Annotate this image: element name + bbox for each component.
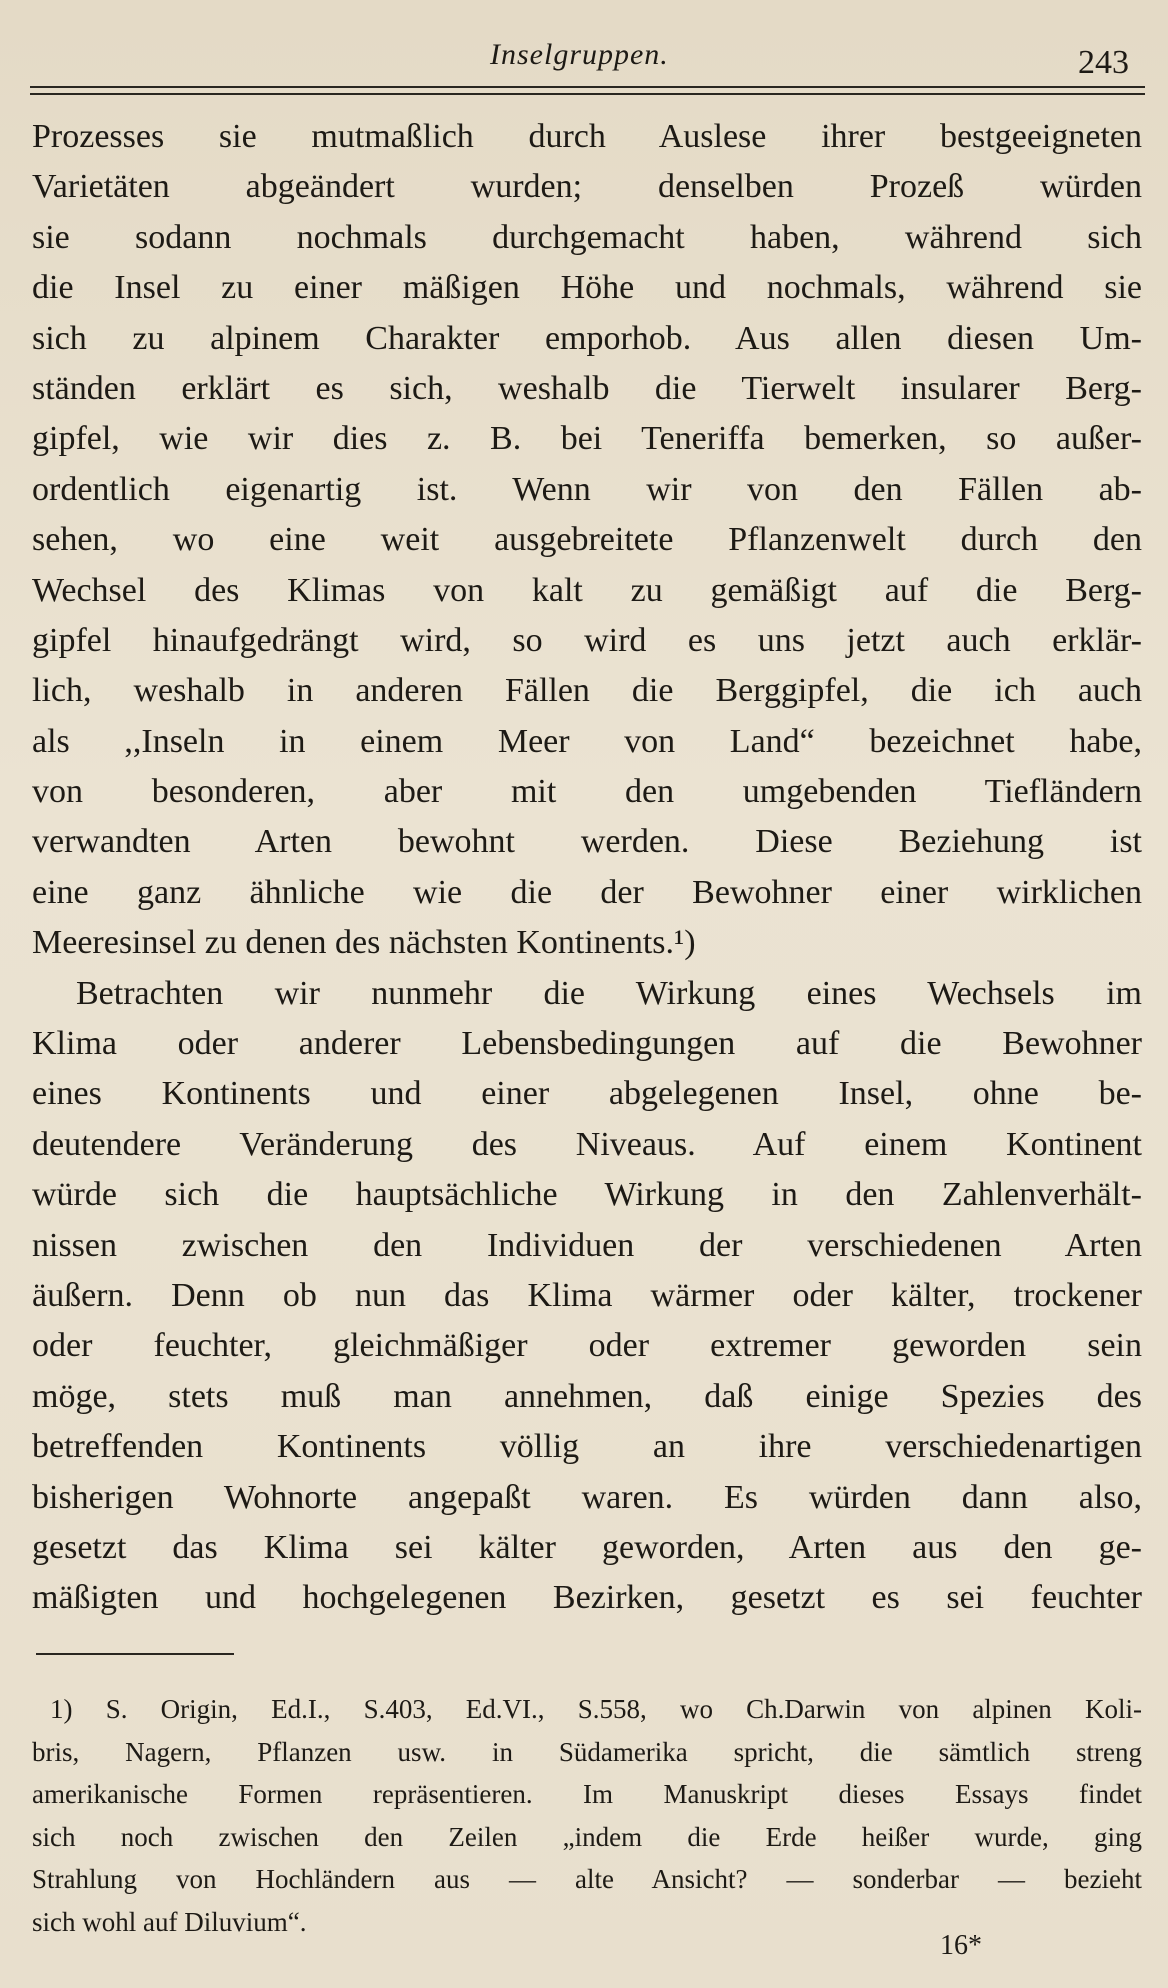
text-line: Prozesses sie mutmaßlich durch Auslese ihrer bestgeeigneten: [32, 118, 1142, 155]
text-line: nissen zwischen den Individuen der verschiedenen Arten: [32, 1226, 1142, 1264]
text-line: von besonderen, aber mit den umgebenden Tiefländern: [32, 773, 1142, 811]
text-line: Betrachten wir nunmehr die Wirkung eines Wechsels im: [76, 974, 1142, 1012]
text-line: äußern. Denn ob nun das Klima wärmer oder kälter, trockener: [32, 1276, 1142, 1314]
text-line: sie sodann nochmals durchgemacht haben, während sich: [32, 218, 1142, 256]
footnote-rule: [36, 1653, 234, 1655]
footnote-line: sich wohl auf Diluvium“.: [32, 1906, 307, 1937]
footnote-line: sich noch zwischen den Zeilen „indem die Erde heißer wurde, ging: [32, 1821, 1142, 1852]
text-line: oder feuchter, gleichmäßiger oder extremer geworden sein: [32, 1327, 1142, 1365]
text-line: gipfel hinaufgedrängt wird, so wird es uns jetzt auch erklär-: [32, 621, 1142, 659]
signature-mark: 16*: [940, 1930, 982, 1961]
text-line: Klima oder anderer Lebensbedingungen auf die Bewohner: [32, 1025, 1142, 1063]
text-line: gipfel, wie wir dies z. B. bei Teneriffa bemerken, so außer-: [32, 420, 1142, 458]
footnote-line: 1) S. Origin, Ed.I., S.403, Ed.VI., S.558, wo Ch.Darwin von alpinen Koli-: [50, 1694, 1142, 1724]
text-line: Varietäten abgeändert wurden; denselben Prozeß würden: [32, 168, 1142, 206]
header-double-rule: [30, 86, 1145, 95]
footnote: [32, 1688, 1142, 1944]
text-line: verwandten Arten bewohnt werden. Diese Beziehung ist: [32, 823, 1142, 861]
page-number: 243: [1078, 44, 1129, 81]
text-line: als ,,Inseln in einem Meer von Land“ bezeichnet habe,: [32, 722, 1142, 760]
text-line: mäßigten und hochgelegenen Bezirken, gesetzt es sei feuchter: [32, 1579, 1142, 1617]
text-line: ständen erklärt es sich, weshalb die Tierwelt insularer Berg-: [32, 369, 1142, 407]
footnote-line: bris, Nagern, Pflanzen usw. in Südamerika spricht, die sämtlich streng: [32, 1736, 1142, 1767]
text-line: gesetzt das Klima sei kälter geworden, Arten aus den ge-: [32, 1528, 1142, 1566]
text-line: die Insel zu einer mäßigen Höhe und nochmals, während sie: [32, 269, 1142, 307]
page-header: [0, 0, 1168, 120]
text-line: lich, weshalb in anderen Fällen die Berggipfel, die ich auch: [32, 672, 1142, 710]
footnote-line: amerikanische Formen repräsentieren. Im Manuskript dieses Essays findet: [32, 1779, 1142, 1810]
text-line: möge, stets muß man annehmen, daß einige Spezies des: [32, 1377, 1142, 1415]
text-line: eine ganz ähnliche wie die der Bewohner einer wirklichen: [32, 873, 1142, 911]
text-line: Wechsel des Klimas von kalt zu gemäßigt auf die Berg-: [32, 571, 1142, 609]
text-line: sich zu alpinem Charakter emporhob. Aus allen diesen Um-: [32, 319, 1142, 357]
text-line: betreffenden Kontinents völlig an ihre verschiedenartigen: [32, 1428, 1142, 1466]
text-line: bisherigen Wohnorte angepaßt waren. Es würden dann also,: [32, 1478, 1142, 1516]
text-line: würde sich die hauptsächliche Wirkung in den Zahlenverhält-: [32, 1176, 1142, 1214]
text-line: deutendere Veränderung des Niveaus. Auf einem Kontinent: [32, 1125, 1142, 1163]
footnote-line: Strahlung von Hochländern aus — alte Ansicht? — sonderbar — bezieht: [32, 1864, 1142, 1895]
running-title: Inselgruppen.: [490, 38, 669, 71]
text-line: ordentlich eigenartig ist. Wenn wir von den Fällen ab-: [32, 470, 1142, 508]
text-line: eines Kontinents und einer abgelegenen Insel, ohne be-: [32, 1075, 1142, 1113]
text-line: sehen, wo eine weit ausgebreitete Pflanzenwelt durch den: [32, 521, 1142, 559]
main-text: [32, 112, 1142, 1624]
text-line: Meeresinsel zu denen des nächsten Kontinents.¹): [32, 924, 696, 962]
